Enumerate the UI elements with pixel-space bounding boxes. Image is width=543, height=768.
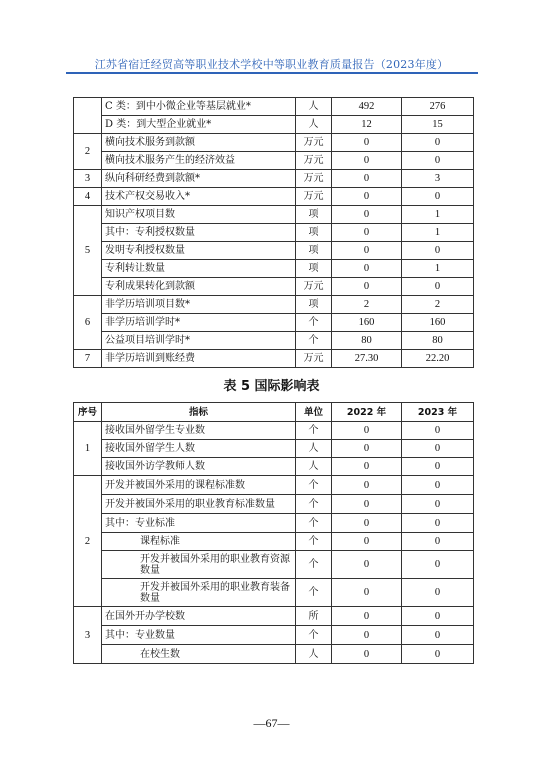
value-2023-cell: 22.20	[402, 350, 474, 368]
value-2023-cell: 2	[402, 296, 474, 314]
value-2022-cell: 0	[332, 626, 402, 645]
value-2023-cell: 80	[402, 332, 474, 350]
unit-cell: 项	[296, 206, 332, 224]
indicator-cell: 公益项目培训学时*	[102, 332, 296, 350]
value-2023-cell: 1	[402, 206, 474, 224]
table-row	[74, 278, 474, 296]
table-row	[74, 206, 474, 224]
value-2023-cell: 1	[402, 260, 474, 278]
international-influence-table	[73, 402, 474, 664]
value-2023-cell: 0	[402, 134, 474, 152]
table-row	[74, 332, 474, 350]
value-2023-cell: 3	[402, 170, 474, 188]
value-2022-cell: 160	[332, 314, 402, 332]
indicator-cell: 其中：专利授权数量	[102, 224, 296, 242]
row-number: 2	[74, 134, 102, 170]
value-2023-cell: 160	[402, 314, 474, 332]
indicator-cell: 开发并被国外采用的课程标准数	[102, 476, 296, 495]
table-row	[74, 188, 474, 206]
indicator-cell: C 类：到中小微企业等基层就业*	[102, 98, 296, 116]
row-number: 5	[74, 206, 102, 296]
table-header-row	[74, 403, 474, 422]
indicator-cell: 其中：专业标准	[102, 514, 296, 533]
value-2022-cell: 0	[332, 476, 402, 495]
unit-cell: 个	[296, 314, 332, 332]
indicator-cell: 开发并被国外采用的职业教育资源数量	[102, 551, 296, 579]
indicator-cell: 开发并被国外采用的职业教育装备数量	[102, 579, 296, 607]
table-row	[74, 626, 474, 645]
value-2023-cell: 0	[402, 278, 474, 296]
row-number	[74, 98, 102, 134]
indicator-cell: 在校生数	[102, 645, 296, 664]
unit-cell: 万元	[296, 170, 332, 188]
indicator-cell: 接收国外留学生人数	[102, 440, 296, 458]
value-2023-cell: 0	[402, 533, 474, 551]
value-2023-cell: 0	[402, 607, 474, 626]
header-indicator: 指标	[102, 403, 296, 422]
row-number: 3	[74, 170, 102, 188]
value-2022-cell: 0	[332, 422, 402, 440]
value-2022-cell: 0	[332, 152, 402, 170]
value-2022-cell: 0	[332, 645, 402, 664]
value-2022-cell: 0	[332, 440, 402, 458]
header-no: 序号	[74, 403, 102, 422]
value-2022-cell: 0	[332, 579, 402, 607]
indicator-cell: 技术产权交易收入*	[102, 188, 296, 206]
table-row	[74, 514, 474, 533]
header-2023: 2023 年	[402, 403, 474, 422]
unit-cell: 项	[296, 224, 332, 242]
value-2022-cell: 0	[332, 533, 402, 551]
row-number: 4	[74, 188, 102, 206]
unit-cell: 项	[296, 296, 332, 314]
value-2022-cell: 0	[332, 224, 402, 242]
unit-cell: 万元	[296, 350, 332, 368]
table-row	[74, 476, 474, 495]
unit-cell: 个	[296, 579, 332, 607]
unit-cell: 个	[296, 626, 332, 645]
unit-cell: 项	[296, 260, 332, 278]
value-2023-cell: 1	[402, 224, 474, 242]
value-2023-cell: 0	[402, 242, 474, 260]
indicator-cell: D 类：到大型企业就业*	[102, 116, 296, 134]
value-2023-cell: 0	[402, 188, 474, 206]
row-number: 1	[74, 422, 102, 476]
unit-cell: 个	[296, 495, 332, 514]
indicator-cell: 纵向科研经费到款额*	[102, 170, 296, 188]
table-row	[74, 495, 474, 514]
value-2023-cell: 0	[402, 579, 474, 607]
value-2022-cell: 12	[332, 116, 402, 134]
value-2022-cell: 492	[332, 98, 402, 116]
indicator-cell: 非学历培训学时*	[102, 314, 296, 332]
value-2022-cell: 0	[332, 242, 402, 260]
indicator-cell: 其中：专业数量	[102, 626, 296, 645]
page-header-title: 江苏省宿迁经贸高等职业技术学校中等职业教育质量报告（2023年度）	[94, 58, 449, 71]
value-2022-cell: 2	[332, 296, 402, 314]
indicator-cell: 接收国外访学教师人数	[102, 458, 296, 476]
table-row	[74, 350, 474, 368]
unit-cell: 个	[296, 514, 332, 533]
indicator-cell: 横向技术服务产生的经济效益	[102, 152, 296, 170]
value-2023-cell: 0	[402, 551, 474, 579]
unit-cell: 个	[296, 551, 332, 579]
table-row	[74, 645, 474, 664]
unit-cell: 万元	[296, 278, 332, 296]
row-number: 6	[74, 296, 102, 350]
value-2022-cell: 0	[332, 458, 402, 476]
unit-cell: 人	[296, 98, 332, 116]
table-row	[74, 533, 474, 551]
value-2023-cell: 0	[402, 440, 474, 458]
unit-cell: 个	[296, 422, 332, 440]
header-unit: 单位	[296, 403, 332, 422]
unit-cell: 个	[296, 476, 332, 495]
value-2022-cell: 27.30	[332, 350, 402, 368]
indicator-cell: 知识产权项目数	[102, 206, 296, 224]
row-number: 2	[74, 476, 102, 607]
table-row	[74, 260, 474, 278]
continuation-table	[73, 97, 474, 368]
indicator-cell: 接收国外留学生专业数	[102, 422, 296, 440]
unit-cell: 人	[296, 458, 332, 476]
table-row	[74, 296, 474, 314]
table-caption: 表 5 国际影响表	[223, 379, 320, 394]
value-2022-cell: 0	[332, 134, 402, 152]
unit-cell: 项	[296, 242, 332, 260]
table-row	[74, 224, 474, 242]
header-2022: 2022 年	[332, 403, 402, 422]
table-row	[74, 116, 474, 134]
unit-cell: 万元	[296, 188, 332, 206]
table-row	[74, 607, 474, 626]
indicator-cell: 发明专利授权数量	[102, 242, 296, 260]
table-row	[74, 152, 474, 170]
table-row	[74, 314, 474, 332]
value-2023-cell: 15	[402, 116, 474, 134]
value-2023-cell: 0	[402, 626, 474, 645]
header-rule	[66, 72, 478, 74]
indicator-cell: 非学历培训到账经费	[102, 350, 296, 368]
indicator-cell: 课程标准	[102, 533, 296, 551]
value-2023-cell: 0	[402, 476, 474, 495]
value-2023-cell: 0	[402, 645, 474, 664]
value-2023-cell: 0	[402, 152, 474, 170]
table-row	[74, 242, 474, 260]
unit-cell: 万元	[296, 134, 332, 152]
row-number: 3	[74, 607, 102, 664]
value-2022-cell: 0	[332, 278, 402, 296]
indicator-cell: 非学历培训项目数*	[102, 296, 296, 314]
unit-cell: 所	[296, 607, 332, 626]
table-row	[74, 551, 474, 579]
unit-cell: 人	[296, 116, 332, 134]
value-2022-cell: 0	[332, 514, 402, 533]
table-row	[74, 134, 474, 152]
indicator-cell: 在国外开办学校数	[102, 607, 296, 626]
unit-cell: 人	[296, 440, 332, 458]
table-row	[74, 98, 474, 116]
row-number: 7	[74, 350, 102, 368]
value-2023-cell: 276	[402, 98, 474, 116]
value-2023-cell: 0	[402, 458, 474, 476]
indicator-cell: 专利转让数量	[102, 260, 296, 278]
table-row	[74, 170, 474, 188]
indicator-cell: 横向技术服务到款额	[102, 134, 296, 152]
value-2022-cell: 80	[332, 332, 402, 350]
table-row	[74, 422, 474, 440]
value-2023-cell: 0	[402, 495, 474, 514]
page-number: —67—	[253, 716, 290, 730]
value-2023-cell: 0	[402, 514, 474, 533]
indicator-cell: 开发并被国外采用的职业教育标准数量	[102, 495, 296, 514]
unit-cell: 个	[296, 332, 332, 350]
unit-cell: 个	[296, 533, 332, 551]
value-2022-cell: 0	[332, 551, 402, 579]
unit-cell: 人	[296, 645, 332, 664]
value-2023-cell: 0	[402, 422, 474, 440]
table-row	[74, 579, 474, 607]
value-2022-cell: 0	[332, 607, 402, 626]
table-row	[74, 458, 474, 476]
indicator-cell: 专利成果转化到款额	[102, 278, 296, 296]
unit-cell: 万元	[296, 152, 332, 170]
table-row	[74, 440, 474, 458]
value-2022-cell: 0	[332, 495, 402, 514]
value-2022-cell: 0	[332, 206, 402, 224]
value-2022-cell: 0	[332, 170, 402, 188]
value-2022-cell: 0	[332, 188, 402, 206]
value-2022-cell: 0	[332, 260, 402, 278]
